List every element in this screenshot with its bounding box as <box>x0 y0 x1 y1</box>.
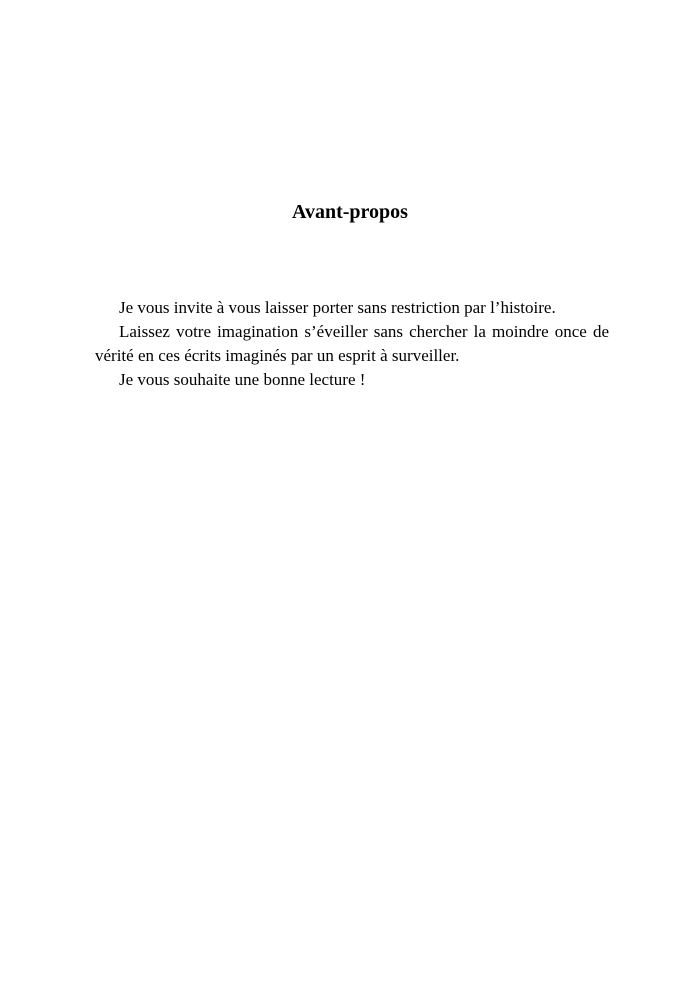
paragraph-imagination: Laissez votre imagination s’éveiller sans chercher la moindre once de vérité en ces écrits imaginés par un esprit à surveiller. <box>95 322 609 365</box>
page-title: Avant-propos <box>292 201 408 223</box>
foreword-body <box>95 296 609 392</box>
paragraph-invitation: Je vous invite à vous laisser porter sans restriction par l’histoire. <box>119 298 556 317</box>
paragraph-good-reading: Je vous souhaite une bonne lecture ! <box>119 370 366 389</box>
